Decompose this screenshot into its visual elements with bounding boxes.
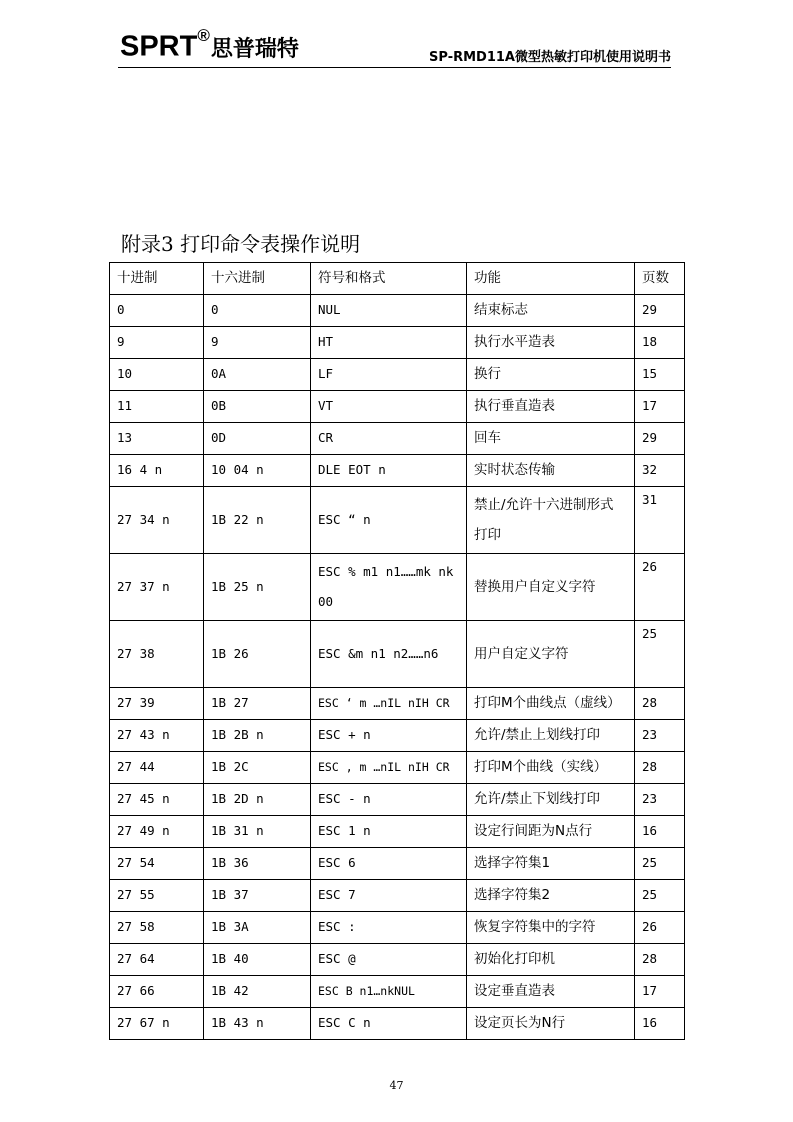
cell-dec: 11 [110,391,204,423]
cell-function: 初始化打印机 [467,944,635,976]
cell-symbol: ESC + n [311,720,467,752]
cell-function: 设定行间距为N点行 [467,816,635,848]
table-row [110,976,685,1008]
cell-hex: 1B 25 n [204,554,311,621]
cell-function: 允许/禁止下划线打印 [467,784,635,816]
cell-function: 打印M个曲线（实线） [467,752,635,784]
table-header-row [110,263,685,295]
cell-page: 23 [635,784,685,816]
cell-hex: 1B 22 n [204,487,311,554]
table-row [110,752,685,784]
cell-page: 26 [635,554,685,621]
cell-hex: 1B 43 n [204,1008,311,1040]
table-row [110,848,685,880]
column-header-page: 页数 [635,263,685,295]
cell-symbol: ESC ‘ m …nIL nIH CR [311,688,467,720]
cell-page: 26 [635,912,685,944]
cell-dec: 27 39 [110,688,204,720]
table-row [110,487,685,554]
cell-symbol: ESC 7 [311,880,467,912]
cell-page: 17 [635,976,685,1008]
cell-function: 选择字符集1 [467,848,635,880]
cell-function: 打印M个曲线点（虚线） [467,688,635,720]
table-row [110,912,685,944]
brand-name: SPRT [120,30,198,63]
cell-dec: 27 34 n [110,487,204,554]
table-row [110,816,685,848]
cell-dec: 16 4 n [110,455,204,487]
cell-hex: 1B 40 [204,944,311,976]
cell-symbol: LF [311,359,467,391]
cell-symbol: ESC B n1…nkNUL [311,976,467,1008]
cell-symbol: DLE EOT n [311,455,467,487]
cell-page: 25 [635,848,685,880]
cell-page: 25 [635,621,685,688]
brand-logo [120,26,299,64]
cell-hex: 1B 36 [204,848,311,880]
cell-page: 16 [635,1008,685,1040]
table-row [110,455,685,487]
table-row [110,1008,685,1040]
cell-function: 执行垂直造表 [467,391,635,423]
cell-function: 用户自定义字符 [467,621,635,688]
command-table [109,262,685,1040]
registered-mark: ® [197,26,210,45]
cell-symbol: ESC C n [311,1008,467,1040]
cell-dec: 10 [110,359,204,391]
cell-function: 结束标志 [467,295,635,327]
cell-symbol: ESC 6 [311,848,467,880]
cell-page: 23 [635,720,685,752]
cell-dec: 27 49 n [110,816,204,848]
cell-hex: 1B 26 [204,621,311,688]
cell-hex: 1B 2B n [204,720,311,752]
cell-dec: 27 38 [110,621,204,688]
cell-function: 回车 [467,423,635,455]
cell-dec: 27 55 [110,880,204,912]
cell-symbol: ESC - n [311,784,467,816]
cell-dec: 27 44 [110,752,204,784]
header-divider [118,67,671,68]
cell-dec: 27 37 n [110,554,204,621]
cell-page: 29 [635,423,685,455]
page-number: 47 [389,1079,404,1092]
cell-symbol: VT [311,391,467,423]
cell-symbol: ESC @ [311,944,467,976]
cell-symbol: ESC “ n [311,487,467,554]
table-row [110,359,685,391]
cell-dec: 27 54 [110,848,204,880]
cell-dec: 9 [110,327,204,359]
cell-page: 18 [635,327,685,359]
cell-symbol: ESC 1 n [311,816,467,848]
table-row [110,391,685,423]
page-header [118,26,671,70]
cell-function: 换行 [467,359,635,391]
cell-symbol: NUL [311,295,467,327]
cell-page: 17 [635,391,685,423]
cell-hex: 1B 42 [204,976,311,1008]
cell-function: 设定垂直造表 [467,976,635,1008]
cell-function: 实时状态传输 [467,455,635,487]
cell-page: 16 [635,816,685,848]
cell-dec: 27 64 [110,944,204,976]
table-row [110,554,685,621]
cell-page: 32 [635,455,685,487]
cell-function: 替换用户自定义字符 [467,554,635,621]
cell-dec: 27 58 [110,912,204,944]
cell-page: 28 [635,944,685,976]
column-header-hex: 十六进制 [204,263,311,295]
cell-hex: 1B 3A [204,912,311,944]
cell-hex: 10 04 n [204,455,311,487]
table-row [110,327,685,359]
cell-page: 28 [635,688,685,720]
cell-function: 禁止/允许十六进制形式打印 [467,487,635,554]
cell-hex: 9 [204,327,311,359]
cell-dec: 27 66 [110,976,204,1008]
cell-function: 允许/禁止上划线打印 [467,720,635,752]
table-row [110,880,685,912]
cell-symbol: CR [311,423,467,455]
cell-hex: 1B 27 [204,688,311,720]
table-row [110,784,685,816]
table-row [110,720,685,752]
cell-function: 选择字符集2 [467,880,635,912]
brand-name-cn: 思普瑞特 [210,36,299,62]
table-row [110,688,685,720]
document-title: SP-RMD11A微型热敏打印机使用说明书 [429,50,671,65]
cell-page: 29 [635,295,685,327]
table-row [110,944,685,976]
cell-hex: 0D [204,423,311,455]
cell-hex: 1B 2C [204,752,311,784]
cell-symbol: ESC &m n1 n2……n6 [311,621,467,688]
cell-dec: 27 43 n [110,720,204,752]
cell-function: 执行水平造表 [467,327,635,359]
cell-hex: 1B 31 n [204,816,311,848]
table-row [110,621,685,688]
column-header-function: 功能 [467,263,635,295]
cell-symbol: ESC , m …nIL nIH CR [311,752,467,784]
cell-function: 恢复字符集中的字符 [467,912,635,944]
column-header-dec: 十进制 [110,263,204,295]
cell-hex: 1B 37 [204,880,311,912]
cell-function: 设定页长为N行 [467,1008,635,1040]
cell-hex: 0A [204,359,311,391]
cell-symbol: ESC % m1 n1……mk nk 00 [311,554,467,621]
column-header-symbol: 符号和格式 [311,263,467,295]
table-row [110,423,685,455]
cell-hex: 0 [204,295,311,327]
section-title: 附录3 打印命令表操作说明 [121,232,361,256]
cell-hex: 1B 2D n [204,784,311,816]
cell-page: 25 [635,880,685,912]
cell-symbol: ESC : [311,912,467,944]
cell-page: 15 [635,359,685,391]
cell-dec: 27 45 n [110,784,204,816]
cell-symbol: HT [311,327,467,359]
cell-page: 31 [635,487,685,554]
cell-dec: 13 [110,423,204,455]
table-row [110,295,685,327]
cell-dec: 27 67 n [110,1008,204,1040]
cell-page: 28 [635,752,685,784]
cell-hex: 0B [204,391,311,423]
cell-dec: 0 [110,295,204,327]
